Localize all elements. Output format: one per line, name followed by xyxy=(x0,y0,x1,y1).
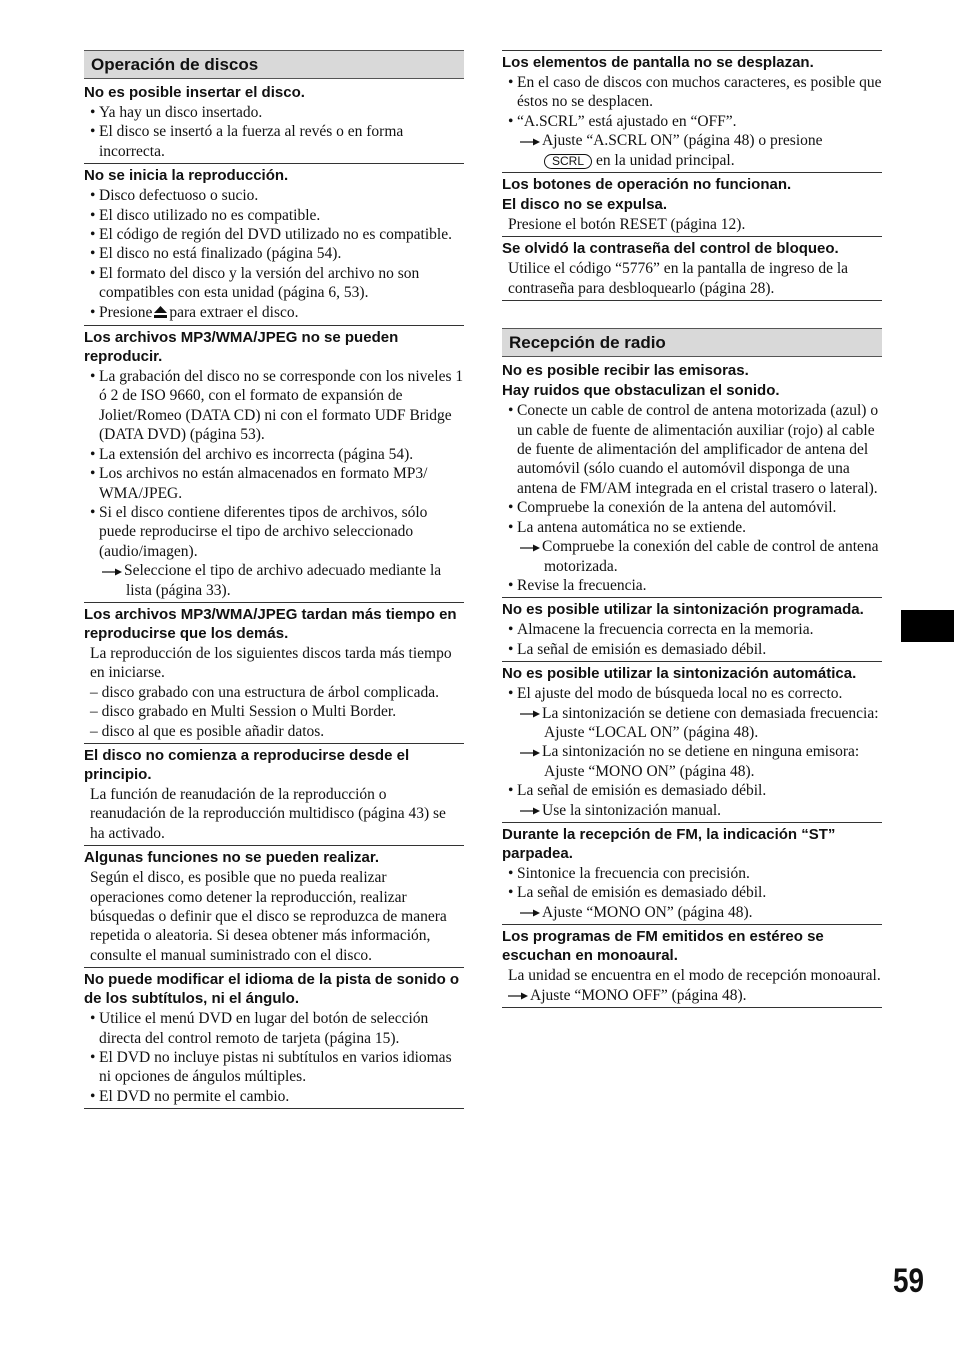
topic-stereo-mono xyxy=(502,925,882,1008)
arrow-item xyxy=(502,704,882,723)
paragraph: Utilice el código “5776” en la pantalla de ingreso de la contraseña para desbloquearlo (página 28). xyxy=(508,260,849,297)
paragraph: La función de reanudación de la reproducción o reanudación de la reproducción multidisco (página 43) se ha activado. xyxy=(90,785,446,842)
text: Seleccione el tipo de archivo adecuado mediante la lista (página 33). xyxy=(124,562,442,599)
topic-title: Los archivos MP3/WMA/JPEG tardan más tiempo en reproducirse que los demás. xyxy=(84,605,457,642)
list-item: • La extensión del archivo es incorrecta (página 54). xyxy=(84,445,464,464)
topic-title: No es posible recibir las emisoras. xyxy=(502,362,749,380)
list-item: • El DVD no permite el cambio. xyxy=(84,1087,464,1106)
topic-files-slow xyxy=(84,603,464,744)
section-header-radio-reception: Recepción de radio xyxy=(502,328,882,357)
side-tab-marker xyxy=(901,610,954,642)
list-item: • Almacene la frecuencia correcta en la memoria. xyxy=(502,620,882,639)
list-item: • La antena automática no se extiende. xyxy=(502,518,882,537)
topic-title: No es posible insertar el disco. xyxy=(84,84,305,101)
list-item: • Ya hay un disco insertado. xyxy=(84,103,464,122)
list-item: • El formato del disco y la versión del archivo no son compatibles con esta unidad (página 6, 53). xyxy=(84,264,464,303)
right-arrow-icon xyxy=(520,537,542,556)
list-item: • Si el disco contiene diferentes tipos de archivos, sólo puede reproducirse el tipo de archivo seleccionado (audio/imagen). xyxy=(84,503,464,561)
page-number: 59 xyxy=(892,1262,924,1300)
section-header-disc-operation: Operación de discos xyxy=(84,50,464,79)
topic-preset-tuning xyxy=(502,598,882,662)
list-item: • El disco utilizado no es compatible. xyxy=(84,206,464,225)
topic-title: Los archivos MP3/WMA/JPEG no se pueden reproducir. xyxy=(84,329,399,366)
list-item: • Compruebe la conexión de la antena del automóvil. xyxy=(502,498,882,517)
topic-title: No se inicia la reproducción. xyxy=(84,167,289,185)
topic-title: Los botones de operación no funcionan. xyxy=(502,176,792,194)
arrow-item xyxy=(502,903,882,922)
text: Presione xyxy=(99,303,153,321)
text: La sintonización se detiene con demasiada frecuencia: xyxy=(542,704,879,722)
paragraph: Según el disco, es posible que no pueda realizar operaciones como detener la reproducción, realizar búsquedas o definir que el disco se reproduzca de manera repetida o aleatoria. Si desea obtener más información, consulte el manual suministrado con el disco. xyxy=(90,869,447,964)
topic-title: Hay ruidos que obstaculizan el sonido. xyxy=(502,382,780,400)
topic-cannot-insert xyxy=(84,81,464,164)
list-item: • El disco no está finalizado (página 54). xyxy=(84,244,464,263)
paragraph: Presione el botón RESET (página 12). xyxy=(508,216,746,234)
topic-title: Algunas funciones no se pueden realizar. xyxy=(84,849,380,867)
topic-not-from-beginning xyxy=(84,744,464,846)
list-item: • Conecte un cable de control de antena motorizada (azul) o un cable de fuente de alimentación auxiliar (rojo) al cable de fuente de alimentación del amplificador de antena del automóvil (sólo cuando el automóvil disponga de una antena de FM/AM integrada en el cristal trasero o lateral). xyxy=(502,401,882,498)
topic-buttons-not-work xyxy=(502,173,882,237)
eject-icon xyxy=(154,304,167,323)
topic-auto-tuning xyxy=(502,662,882,823)
topic-title: El disco no comienza a reproducirse desde el principio. xyxy=(84,746,410,783)
dash-item: – disco grabado con una estructura de árbol complicada. xyxy=(90,683,440,701)
text: para extraer el disco. xyxy=(169,303,299,321)
topic-language-angle xyxy=(84,968,464,1109)
topic-title: Los programas de FM emitidos en estéreo se escuchan en monoaural. xyxy=(502,928,824,965)
list-item: • “A.SCRL” está ajustado en “OFF”. xyxy=(502,112,882,131)
text: Ajuste “A.SCRL ON” (página 48) o presione xyxy=(542,132,823,150)
dash-item: – disco al que es posible añadir datos. xyxy=(90,722,325,740)
topic-files-not-play xyxy=(84,326,464,603)
topic-st-blinks xyxy=(502,823,882,925)
list-item: • Los archivos no están almacenados en formato MP3/ WMA/JPEG. xyxy=(84,464,464,503)
topic-no-stations xyxy=(502,359,882,598)
scrl-button-icon: SCRL xyxy=(544,154,592,169)
topic-title: Los elementos de pantalla no se desplazan. xyxy=(502,54,814,71)
left-column xyxy=(84,50,464,1109)
right-column xyxy=(502,50,882,1008)
continuation: Ajuste “LOCAL ON” (página 48). xyxy=(544,723,759,741)
topic-title: Se olvidó la contraseña del control de bloqueo. xyxy=(502,240,839,258)
continuation: Ajuste “MONO ON” (página 48). xyxy=(544,762,755,780)
list-item xyxy=(84,303,464,323)
right-arrow-icon xyxy=(520,903,542,922)
arrow-item xyxy=(502,801,882,820)
list-item: • Utilice el menú DVD en lugar del botón de selección directa del control remoto de tarjeta (página 15). xyxy=(84,1009,464,1048)
list-item: • El ajuste del modo de búsqueda local no es correcto. xyxy=(502,684,882,703)
text: Compruebe la conexión del cable de control de antena motorizada. xyxy=(542,538,879,575)
list-item: • Revise la frecuencia. xyxy=(502,576,882,595)
paragraph: La reproducción de los siguientes discos tarda más tiempo en iniciarse. xyxy=(90,644,452,682)
right-arrow-icon xyxy=(520,704,542,723)
arrow-item xyxy=(502,537,882,576)
list-item: • La señal de emisión es demasiado débil. xyxy=(502,640,882,659)
text: Ajuste “MONO OFF” (página 48). xyxy=(530,986,747,1004)
arrow-item xyxy=(84,561,464,600)
list-item: • La grabación del disco no se corresponde con los niveles 1 ó 2 de ISO 9660, con el formato de expansión de Joliet/Romeo (DATA CD) ni con el formato UDF Bridge (DATA DVD) (página 53). xyxy=(84,367,464,445)
paragraph: La unidad se encuentra en el modo de recepción monoaural. xyxy=(508,967,881,985)
list-item: • La señal de emisión es demasiado débil. xyxy=(502,781,882,800)
text: Use la sintonización manual. xyxy=(542,801,722,819)
topic-title: El disco no se expulsa. xyxy=(502,196,668,214)
list-item: • Disco defectuoso o sucio. xyxy=(84,186,464,205)
dash-item: – disco grabado en Multi Session o Multi Border. xyxy=(90,703,397,721)
arrow-item xyxy=(502,986,882,1005)
text: en la unidad principal. xyxy=(596,151,735,169)
list-item: • La señal de emisión es demasiado débil. xyxy=(502,883,882,902)
topic-title: No puede modificar el idioma de la pista de sonido o de los subtítulos, ni el ángulo. xyxy=(84,971,460,1008)
right-arrow-icon xyxy=(520,801,542,820)
right-arrow-icon xyxy=(102,561,124,580)
spacer xyxy=(502,301,882,328)
topic-title: No es posible utilizar la sintonización automática. xyxy=(502,665,857,683)
topic-functions-unavailable xyxy=(84,846,464,968)
right-arrow-icon xyxy=(520,131,542,150)
right-arrow-icon xyxy=(508,986,530,1005)
list-item: • El código de región del DVD utilizado no es compatible. xyxy=(84,225,464,244)
list-item: • Sintonice la frecuencia con precisión. xyxy=(502,864,882,883)
topic-title: No es posible utilizar la sintonización programada. xyxy=(502,601,864,619)
arrow-item xyxy=(502,742,882,761)
list-item: • El disco se insertó a la fuerza al revés o en forma incorrecta. xyxy=(84,122,464,161)
text: La sintonización no se detiene en ninguna emisora: xyxy=(542,743,860,761)
text: Ajuste “MONO ON” (página 48). xyxy=(542,903,753,921)
arrow-item xyxy=(502,131,882,170)
topic-playback-not-start xyxy=(84,164,464,326)
topic-forgot-password xyxy=(502,237,882,301)
list-item: • El DVD no incluye pistas ni subtítulos en varios idiomas ni opciones de ángulos múltiples. xyxy=(84,1048,464,1087)
right-arrow-icon xyxy=(520,742,542,761)
list-item: • En el caso de discos con muchos caracteres, es posible que éstos no se desplacen. xyxy=(502,73,882,112)
topic-display-not-scroll xyxy=(502,50,882,173)
topic-title: Durante la recepción de FM, la indicación “ST” parpadea. xyxy=(502,825,836,862)
